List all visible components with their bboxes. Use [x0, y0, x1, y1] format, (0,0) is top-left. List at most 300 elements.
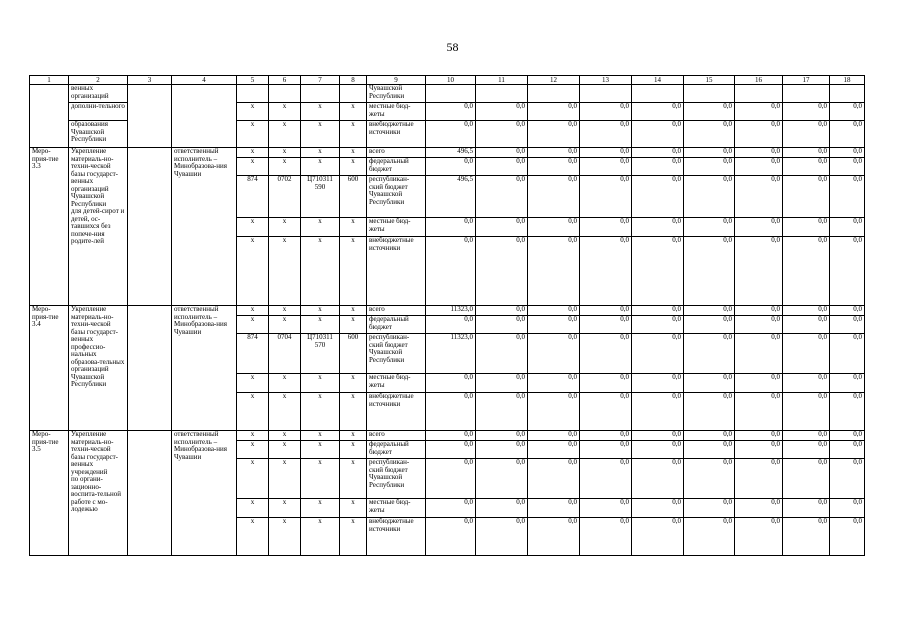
- funding-value: 0,0: [735, 176, 783, 218]
- measure-label: Меро-прия-тие 3.4: [30, 306, 69, 431]
- classification-code: x: [269, 218, 301, 237]
- classification-code: [340, 85, 367, 103]
- funding-value: 0,0: [476, 334, 528, 374]
- funding-value: 0,0: [632, 499, 684, 518]
- classification-code: x: [237, 306, 269, 316]
- classification-code: x: [301, 237, 340, 306]
- funding-value: 0,0: [580, 158, 632, 176]
- funding-value: 0,0: [426, 499, 476, 518]
- funding-value: 0,0: [830, 459, 865, 499]
- funding-source: республикан-ский бюджет Чувашской Республики: [367, 459, 426, 499]
- funding-value: 0,0: [580, 518, 632, 556]
- funding-value: 0,0: [632, 148, 684, 158]
- funding-value: 0,0: [632, 431, 684, 441]
- funding-value: 0,0: [476, 431, 528, 441]
- funding-value: 0,0: [684, 459, 735, 499]
- funding-source: федеральный бюджет: [367, 316, 426, 334]
- funding-value: 0,0: [580, 103, 632, 121]
- funding-value: 0,0: [632, 176, 684, 218]
- funding-value: 0,0: [783, 441, 830, 459]
- funding-value: 0,0: [684, 334, 735, 374]
- funding-value: 0,0: [783, 334, 830, 374]
- classification-code: x: [301, 148, 340, 158]
- funding-value: 0,0: [830, 148, 865, 158]
- classification-code: x: [301, 121, 340, 148]
- classification-code: x: [269, 431, 301, 441]
- classification-code: 0704: [269, 334, 301, 374]
- classification-code: x: [237, 499, 269, 518]
- responsible-executor: ответственный исполнитель – Минобразова-ния Чувашии: [172, 431, 237, 556]
- funding-value: 0,0: [476, 316, 528, 334]
- funding-value: 0,0: [783, 176, 830, 218]
- page-number: 58: [446, 40, 459, 54]
- funding-value: 0,0: [783, 103, 830, 121]
- column-number: 12: [528, 76, 580, 85]
- funding-value: 0,0: [528, 441, 580, 459]
- funding-value: 0,0: [528, 237, 580, 306]
- funding-value: 0,0: [735, 374, 783, 393]
- funding-value: 0,0: [783, 306, 830, 316]
- funding-value: [735, 85, 783, 103]
- funding-value: [632, 85, 684, 103]
- funding-source: Чувашской Республики: [367, 85, 426, 103]
- classification-code: x: [269, 499, 301, 518]
- funding-value: 0,0: [580, 393, 632, 431]
- funding-value: 0,0: [426, 218, 476, 237]
- funding-value: 0,0: [580, 431, 632, 441]
- funding-value: 0,0: [426, 237, 476, 306]
- funding-value: 0,0: [783, 218, 830, 237]
- classification-code: x: [269, 158, 301, 176]
- funding-value: 0,0: [783, 316, 830, 334]
- funding-value: 496,5: [426, 176, 476, 218]
- funding-value: 0,0: [528, 459, 580, 499]
- funding-value: 0,0: [528, 499, 580, 518]
- funding-value: 0,0: [783, 518, 830, 556]
- funding-value: 0,0: [426, 393, 476, 431]
- funding-value: 0,0: [528, 306, 580, 316]
- funding-value: 0,0: [735, 158, 783, 176]
- classification-code: x: [340, 158, 367, 176]
- column-3-cell: [128, 148, 172, 306]
- classification-code: x: [301, 374, 340, 393]
- funding-value: 0,0: [476, 237, 528, 306]
- funding-value: 0,0: [476, 176, 528, 218]
- measure-title: [69, 306, 128, 431]
- funding-value: 0,0: [632, 316, 684, 334]
- funding-value: 0,0: [632, 393, 684, 431]
- funding-value: 0,0: [830, 518, 865, 556]
- funding-value: 0,0: [580, 121, 632, 148]
- funding-value: 0,0: [632, 158, 684, 176]
- funding-value: 0,0: [830, 237, 865, 306]
- column-3-cell: [128, 85, 172, 148]
- funding-value: 0,0: [830, 121, 865, 148]
- funding-value: 0,0: [783, 499, 830, 518]
- measure-title-part: образова-тельных: [71, 357, 125, 366]
- classification-code: x: [269, 459, 301, 499]
- funding-value: 0,0: [476, 499, 528, 518]
- classification-code: Ц710311 570: [301, 334, 340, 374]
- classification-code: x: [237, 121, 269, 148]
- funding-value: 0,0: [426, 431, 476, 441]
- funding-source: местные бюд-жеты: [367, 103, 426, 121]
- column-number: 11: [476, 76, 528, 85]
- funding-value: 0,0: [632, 306, 684, 316]
- funding-value: 496,5: [426, 148, 476, 158]
- funding-value: 0,0: [528, 176, 580, 218]
- classification-code: x: [269, 518, 301, 556]
- funding-source: местные бюд-жеты: [367, 218, 426, 237]
- funding-source: внебюджетные источники: [367, 518, 426, 556]
- measure-label: Меро-прия-тие 3.5: [30, 431, 69, 556]
- funding-value: 0,0: [684, 374, 735, 393]
- classification-code: x: [340, 431, 367, 441]
- funding-value: 0,0: [735, 393, 783, 431]
- column-number: 18: [830, 76, 865, 85]
- funding-value: 0,0: [684, 218, 735, 237]
- column-number: 2: [69, 76, 128, 85]
- responsible-executor: ответственный исполнитель – Минобразова-ния Чувашии: [172, 306, 237, 431]
- funding-value: 0,0: [580, 306, 632, 316]
- funding-value: [426, 85, 476, 103]
- funding-source: внебюджетные источники: [367, 237, 426, 306]
- funding-value: 0,0: [684, 158, 735, 176]
- funding-value: 0,0: [476, 148, 528, 158]
- funding-source: местные бюд-жеты: [367, 499, 426, 518]
- funding-value: 0,0: [735, 459, 783, 499]
- funding-value: 0,0: [684, 499, 735, 518]
- responsible-executor: ответственный исполнитель – Минобразова-ния Чувашии: [172, 148, 237, 306]
- measure-title-part: для детей-сирот и детей, ос-тавшихся без попече-ния родите-лей: [71, 207, 125, 245]
- funding-value: 11323,0: [426, 334, 476, 374]
- column-number: 13: [580, 76, 632, 85]
- funding-value: 0,0: [528, 148, 580, 158]
- measure-title-part: организаций Чувашской Республики: [71, 365, 109, 388]
- measure-title-part: Чувашской Республики: [71, 192, 107, 208]
- classification-code: x: [340, 121, 367, 148]
- funding-value: 0,0: [684, 148, 735, 158]
- budget-table: [29, 75, 865, 556]
- measure-title-part: Укрепление материаль-но-техни-ческой базы государст-венных учреждений: [71, 430, 118, 476]
- funding-value: 0,0: [580, 218, 632, 237]
- classification-code: x: [301, 518, 340, 556]
- funding-value: 0,0: [632, 121, 684, 148]
- funding-value: 0,0: [684, 518, 735, 556]
- classification-code: x: [269, 103, 301, 121]
- classification-code: x: [237, 158, 269, 176]
- funding-value: 0,0: [830, 334, 865, 374]
- classification-code: x: [340, 148, 367, 158]
- funding-value: 0,0: [528, 431, 580, 441]
- classification-code: x: [237, 441, 269, 459]
- funding-value: 0,0: [528, 518, 580, 556]
- classification-code: [237, 85, 269, 103]
- classification-code: x: [301, 393, 340, 431]
- classification-code: 600: [340, 334, 367, 374]
- column-number: 14: [632, 76, 684, 85]
- funding-source: внебюджетные источники: [367, 393, 426, 431]
- column-number: 4: [172, 76, 237, 85]
- column-number: 1: [30, 76, 69, 85]
- funding-value: 0,0: [735, 499, 783, 518]
- funding-value: 0,0: [580, 148, 632, 158]
- column-number: 10: [426, 76, 476, 85]
- classification-code: x: [269, 316, 301, 334]
- funding-row: [30, 148, 865, 158]
- funding-value: 0,0: [476, 121, 528, 148]
- funding-value: 0,0: [476, 393, 528, 431]
- funding-source: федеральный бюджет: [367, 158, 426, 176]
- classification-code: x: [340, 306, 367, 316]
- funding-value: 0,0: [476, 218, 528, 237]
- funding-value: 0,0: [735, 334, 783, 374]
- funding-value: 0,0: [684, 237, 735, 306]
- funding-value: [476, 85, 528, 103]
- funding-source: республикан-ский бюджет Чувашской Республики: [367, 334, 426, 374]
- funding-value: 0,0: [735, 306, 783, 316]
- funding-value: 0,0: [476, 306, 528, 316]
- classification-code: x: [301, 499, 340, 518]
- classification-code: x: [301, 103, 340, 121]
- funding-value: 0,0: [528, 103, 580, 121]
- column-number: 16: [735, 76, 783, 85]
- funding-value: 0,0: [783, 148, 830, 158]
- measure-title-fragment: венных организаций: [69, 85, 128, 103]
- funding-value: 0,0: [783, 158, 830, 176]
- funding-value: 0,0: [830, 176, 865, 218]
- funding-value: 0,0: [830, 499, 865, 518]
- funding-value: 0,0: [632, 374, 684, 393]
- measure-title-part: воспита-тельной работе с мо-лодежью: [71, 490, 121, 513]
- funding-value: 0,0: [476, 374, 528, 393]
- funding-value: 0,0: [783, 374, 830, 393]
- funding-value: 0,0: [426, 459, 476, 499]
- funding-value: 0,0: [580, 334, 632, 374]
- classification-code: Ц710311 590: [301, 176, 340, 218]
- classification-code: x: [301, 459, 340, 499]
- classification-code: x: [269, 441, 301, 459]
- classification-code: x: [340, 218, 367, 237]
- funding-value: 0,0: [830, 393, 865, 431]
- funding-value: 0,0: [476, 103, 528, 121]
- funding-value: 0,0: [684, 441, 735, 459]
- funding-value: 0,0: [632, 218, 684, 237]
- classification-code: x: [301, 306, 340, 316]
- classification-code: x: [269, 306, 301, 316]
- column-number: 8: [340, 76, 367, 85]
- funding-value: 0,0: [632, 103, 684, 121]
- funding-value: 0,0: [684, 121, 735, 148]
- funding-value: 0,0: [684, 316, 735, 334]
- funding-value: 0,0: [783, 431, 830, 441]
- classification-code: x: [340, 237, 367, 306]
- column-number: 9: [367, 76, 426, 85]
- column-number: 17: [783, 76, 830, 85]
- column-number: 6: [269, 76, 301, 85]
- funding-value: 0,0: [830, 431, 865, 441]
- funding-value: 0,0: [476, 441, 528, 459]
- funding-value: 0,0: [426, 374, 476, 393]
- classification-code: x: [340, 499, 367, 518]
- classification-code: x: [301, 316, 340, 334]
- funding-value: 0,0: [830, 441, 865, 459]
- funding-value: 0,0: [735, 218, 783, 237]
- funding-value: 0,0: [528, 158, 580, 176]
- classification-code: [301, 85, 340, 103]
- classification-code: x: [340, 103, 367, 121]
- funding-source: федеральный бюджет: [367, 441, 426, 459]
- funding-value: 0,0: [426, 518, 476, 556]
- funding-value: 0,0: [735, 148, 783, 158]
- classification-code: 600: [340, 176, 367, 218]
- classification-code: x: [340, 459, 367, 499]
- funding-value: 0,0: [830, 103, 865, 121]
- funding-value: 0,0: [580, 374, 632, 393]
- column-number: 15: [684, 76, 735, 85]
- funding-value: 0,0: [632, 441, 684, 459]
- classification-code: x: [340, 374, 367, 393]
- funding-value: 0,0: [830, 158, 865, 176]
- funding-value: 0,0: [735, 316, 783, 334]
- funding-value: [830, 85, 865, 103]
- funding-value: 0,0: [426, 441, 476, 459]
- measure-title-part: по органи-зационно-: [71, 475, 103, 491]
- funding-value: 11323,0: [426, 306, 476, 316]
- funding-value: [783, 85, 830, 103]
- classification-code: [269, 85, 301, 103]
- funding-value: 0,0: [580, 459, 632, 499]
- funding-source: всего: [367, 306, 426, 316]
- classification-code: x: [301, 218, 340, 237]
- funding-value: 0,0: [783, 393, 830, 431]
- funding-value: 0,0: [580, 499, 632, 518]
- measure-title: [69, 148, 128, 306]
- classification-code: x: [340, 441, 367, 459]
- classification-code: x: [340, 393, 367, 431]
- column-number-row: [30, 76, 865, 85]
- column-number: 3: [128, 76, 172, 85]
- classification-code: x: [237, 459, 269, 499]
- funding-value: 0,0: [476, 158, 528, 176]
- funding-value: 0,0: [528, 334, 580, 374]
- funding-value: 0,0: [830, 316, 865, 334]
- funding-value: 0,0: [632, 334, 684, 374]
- measure-label-cell: [30, 85, 69, 148]
- classification-code: x: [340, 316, 367, 334]
- funding-value: 0,0: [684, 103, 735, 121]
- measure-title-part: Укрепление материаль-но-техни-ческой базы государст-венных профессио-нальных: [71, 305, 118, 358]
- funding-row: [30, 306, 865, 316]
- funding-value: 0,0: [528, 316, 580, 334]
- classification-code: x: [237, 316, 269, 334]
- classification-code: x: [269, 121, 301, 148]
- funding-value: 0,0: [830, 306, 865, 316]
- classification-code: x: [237, 103, 269, 121]
- classification-code: x: [237, 148, 269, 158]
- measure-title-fragment: образования Чувашской Республики: [69, 121, 128, 148]
- classification-code: 874: [237, 176, 269, 218]
- funding-value: 0,0: [783, 459, 830, 499]
- funding-value: 0,0: [684, 393, 735, 431]
- funding-value: 0,0: [735, 441, 783, 459]
- funding-value: 0,0: [684, 306, 735, 316]
- classification-code: x: [269, 374, 301, 393]
- funding-value: 0,0: [476, 518, 528, 556]
- classification-code: x: [301, 431, 340, 441]
- budget-table-container: [29, 75, 865, 556]
- classification-code: x: [301, 441, 340, 459]
- classification-code: x: [269, 393, 301, 431]
- column-3-cell: [128, 306, 172, 431]
- funding-row: [30, 431, 865, 441]
- classification-code: x: [237, 518, 269, 556]
- funding-value: 0,0: [528, 374, 580, 393]
- funding-value: 0,0: [735, 518, 783, 556]
- classification-code: x: [237, 218, 269, 237]
- classification-code: x: [237, 374, 269, 393]
- funding-value: 0,0: [735, 431, 783, 441]
- funding-value: 0,0: [426, 316, 476, 334]
- measure-label: Меро-прия-тие 3.3: [30, 148, 69, 306]
- classification-code: 874: [237, 334, 269, 374]
- funding-value: 0,0: [830, 218, 865, 237]
- column-3-cell: [128, 431, 172, 556]
- funding-value: 0,0: [684, 176, 735, 218]
- funding-value: 0,0: [632, 518, 684, 556]
- funding-value: 0,0: [783, 237, 830, 306]
- column-number: 5: [237, 76, 269, 85]
- funding-value: 0,0: [632, 459, 684, 499]
- funding-source: внебюджетные источники: [367, 121, 426, 148]
- funding-value: 0,0: [580, 237, 632, 306]
- funding-value: [684, 85, 735, 103]
- funding-source: республикан-ский бюджет Чувашской Республики: [367, 176, 426, 218]
- funding-value: 0,0: [580, 441, 632, 459]
- classification-code: x: [301, 158, 340, 176]
- funding-value: 0,0: [476, 459, 528, 499]
- classification-code: x: [340, 518, 367, 556]
- classification-code: 0702: [269, 176, 301, 218]
- funding-value: 0,0: [426, 121, 476, 148]
- classification-code: x: [237, 431, 269, 441]
- measure-title-fragment: дополни-тельного: [69, 103, 128, 121]
- funding-value: 0,0: [528, 218, 580, 237]
- funding-source: всего: [367, 431, 426, 441]
- funding-value: 0,0: [735, 103, 783, 121]
- funding-source: местные бюд-жеты: [367, 374, 426, 393]
- measure-title-part: Укрепление материаль-но-техни-ческой базы государст-венных организаций: [71, 147, 118, 193]
- continuation-row: [30, 85, 865, 103]
- funding-value: [580, 85, 632, 103]
- funding-value: 0,0: [632, 237, 684, 306]
- classification-code: x: [237, 237, 269, 306]
- funding-value: 0,0: [426, 158, 476, 176]
- funding-value: 0,0: [735, 237, 783, 306]
- classification-code: x: [269, 148, 301, 158]
- executor-cell: [172, 85, 237, 148]
- funding-value: 0,0: [783, 121, 830, 148]
- funding-value: 0,0: [580, 316, 632, 334]
- funding-value: 0,0: [426, 103, 476, 121]
- column-number: 7: [301, 76, 340, 85]
- classification-code: x: [269, 237, 301, 306]
- measure-title: [69, 431, 128, 556]
- table-body: [30, 76, 865, 556]
- funding-value: 0,0: [528, 121, 580, 148]
- funding-value: 0,0: [830, 374, 865, 393]
- funding-source: всего: [367, 148, 426, 158]
